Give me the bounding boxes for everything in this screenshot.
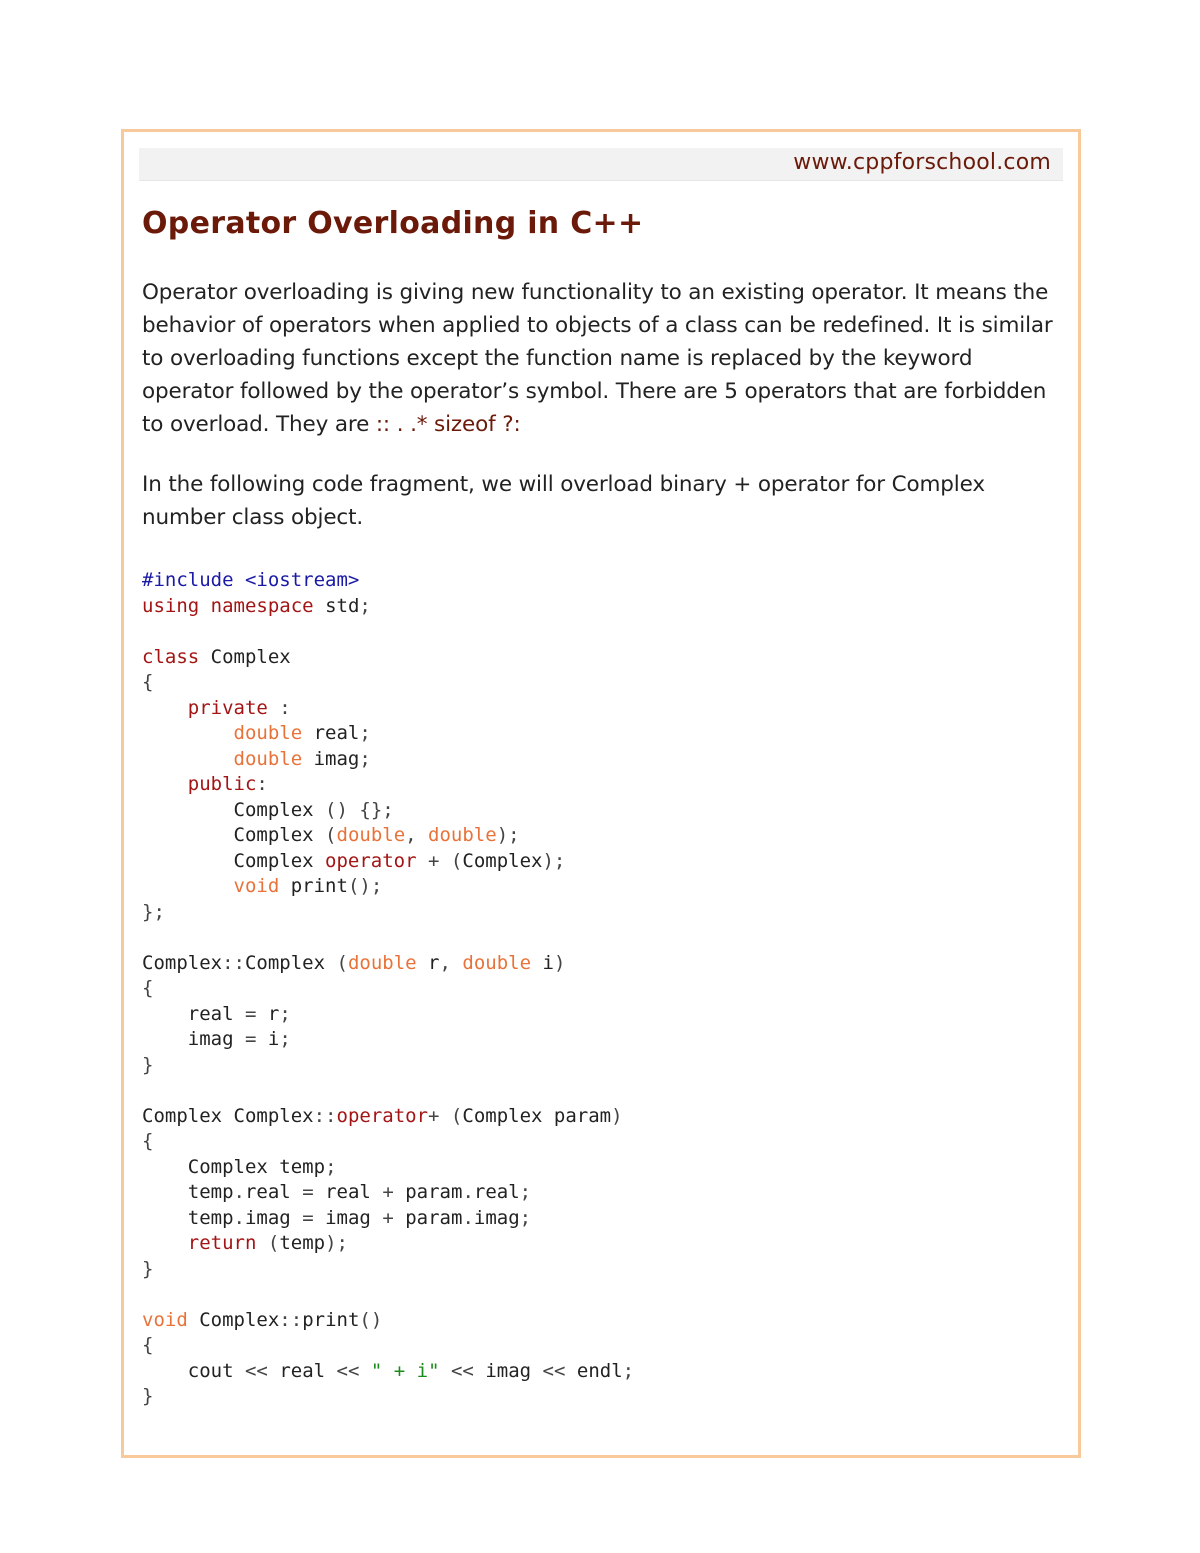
code-line [142, 1282, 634, 1308]
code-line: Complex operator + (Complex); [233, 849, 566, 872]
code-line: using namespace std; [142, 594, 371, 617]
code-line: Complex::Complex (double r, double i) [142, 951, 566, 974]
code-block [142, 568, 634, 1410]
code-line: temp.imag = imag + param.imag; [187, 1206, 532, 1229]
code-line [142, 1078, 634, 1104]
code-line: { [142, 1334, 154, 1356]
code-line: { [142, 671, 154, 693]
code-line: double imag; [233, 747, 371, 770]
code-line: }; [142, 900, 165, 923]
code-line: #include <iostream> [142, 569, 360, 591]
code-line: class Complex [142, 645, 291, 668]
page-title: Operator Overloading in C++ [142, 206, 644, 241]
code-line: void print(); [233, 875, 383, 897]
code-line: cout << real << " + i" << imag << endl; [187, 1359, 635, 1382]
header-bar [139, 148, 1063, 181]
code-line: } [142, 1257, 154, 1280]
code-line: return (temp); [187, 1232, 348, 1254]
code-line: Complex (double, double); [233, 824, 520, 846]
code-line: Complex () {}; [233, 798, 394, 821]
code-line: { [142, 1130, 154, 1152]
code-line: imag = i; [187, 1028, 291, 1050]
site-url[interactable]: www.cppforschool.com [793, 150, 1051, 175]
code-line [142, 925, 634, 951]
code-line: Complex Complex::operator+ (Complex param) [142, 1104, 623, 1127]
code-intro-paragraph: In the following code fragment, we will overload binary + operator for Complex number class object. [142, 472, 985, 530]
code-line: } [142, 1385, 154, 1407]
code-line: Complex temp; [187, 1155, 337, 1178]
code-line: { [142, 977, 154, 999]
intro-paragraph [142, 276, 1062, 441]
intro-text: Operator overloading is giving new functionality to an existing operator. It means the behavior of operators when applied to objects of a class can be redefined. It is similar to overloading functions except the function name is replaced by the keyword operator followed by the operator’s symbol. There are 5 operators that are forbidden to overload. They are [142, 280, 1053, 437]
code-line: temp.real = real + param.real; [187, 1181, 532, 1203]
code-line: public: [187, 773, 268, 795]
page-frame [121, 129, 1081, 1458]
code-line: double real; [233, 722, 371, 744]
code-line [142, 619, 634, 645]
code-line: private : [187, 696, 291, 719]
code-line: } [142, 1053, 154, 1076]
forbidden-operators: :: . .* sizeof ?: [375, 412, 521, 437]
code-line: void Complex::print() [142, 1308, 383, 1331]
code-line: real = r; [187, 1002, 291, 1025]
